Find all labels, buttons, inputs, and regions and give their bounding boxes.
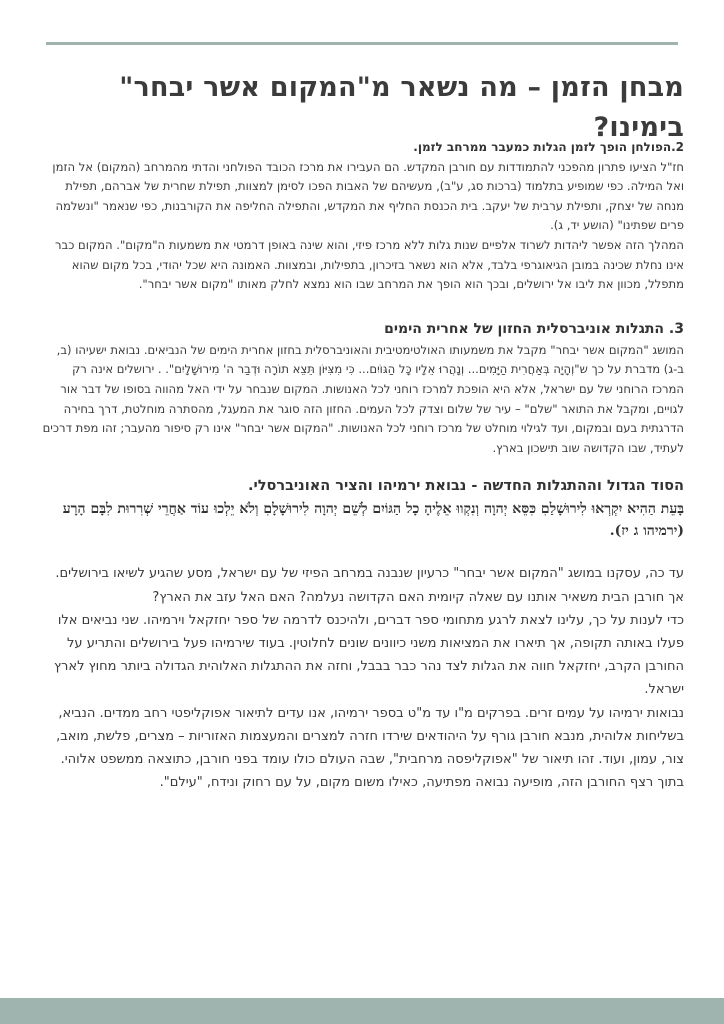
section-2-paragraph: חז"ל הציעו פתרון מהפכני להתמודדות עם חורבן המקדש. הם העבירו את מרכז הכובד הפולחני והדתי מהמרחב (המקום) אל הזמן ואל המילה. כפי שמופיע בתלמוד (ברכות סג, ע"ב), מעשיהם של האבות הפכו לסימן למצוות, תפילת שחרית של אברהם, תפילת מנחה של יצחק, ותפילת ערבית של יעקב. בית הכנסת החליף את המקדש, והתפילה החליפה את הקורבנות, כפי שנאמר "ונשלמה פרים שפתינו" (הושע יד, ג). <box>52 159 684 233</box>
section-4-heading: הסוד הגדול וההתגלות החדשה - נבואת ירמיהו והציר האוניברסלי. <box>247 478 684 495</box>
body-paragraph: עד כה, עסקנו במושג "המקום אשר יבחר" כרעיון שנבנה במרחב הפיזי של עם ישראל, מסע שהגיע לשיאו בירושלים. אך חורבן הבית משאיר אותנו עם שאלה קיומית האם הקדושה נעלמה? האם האל עזב את הארץ? <box>55 566 684 605</box>
section-4 <box>40 474 684 542</box>
section-2-paragraph: המהלך הזה אפשר ליהדות לשרוד אלפיים שנות גלות ללא מרכז פיזי, והוא שינה באופן דרמטי את משמעות ה"מקום". המקום כבר אינו נחלת שכינה במובן הגיאוגרפי בלבד, אלא הוא נשאר בזיכרון, בתפילות, ובמצוות. האמונה היא שכל יהודי, בכל מקום שהוא מתפלל, מכוון את ליבו אל ירושלים, ובכך הוא הופך את המרחב שבו הוא נמצא לחלק מאותו "מקום אשר יבחר". <box>54 237 684 292</box>
main-body <box>40 562 684 794</box>
body-paragraph: כדי לענות על כך, עלינו לצאת לרגע מתחומי ספר דברים, ולהיכנס לדרמה של ספר יחזקאל וירמיהו. שני נביאים אלו פעלו באותה תקופה, אך תיארו את המציאות משני כיוונים שונים לחלוטין. בעוד שירמיהו פעל בירושלים והתריע על החורבן הקרב, יחזקאל חווה את הגלות לצד נהר כבר בבבל, וחזה את ההתגלות האלוהית הגדולה ביותר מחוץ לארץ ישראל. <box>54 612 684 698</box>
top-divider <box>46 42 678 45</box>
jeremiah-verse: בָּעֵת הַהִיא יִקְרְאוּ לִירוּשָׁלַםִ כִּסֵּא יְהוָה וְנִקְווּ אֵלֶיהָ כָל הַגּוֹיִם לְשֵׁם יְהוָה לִירוּשָׁלָםִ וְלֹא יֵלְכוּ עוֹד אַחֲרֵי שְׁרִרוּת לִבָּם הָרָע (ירמיהו ג יז). <box>62 501 684 540</box>
section-3 <box>40 317 684 459</box>
page-title: מבחן הזמן – מה נשאר מ"המקום אשר יבחר" בימינו? <box>119 72 684 143</box>
section-2-heading: 2.הפולחן הופך לזמן הגלות כמעבר ממרחב לזמן. <box>413 140 684 154</box>
section-3-heading: 3. התגלות אוניברסלית החזון של אחרית הימים <box>384 320 684 337</box>
body-paragraph: נבואות ירמיהו על עמים זרים. בפרקים מ"ו עד מ"ט בספר ירמיהו, אנו עדים לתיאור אפוקליפטי רחב ממדים. הנביא, בשליחות אלוהית, מנבא חורבן גורף על היהודאים שירדו חזרה למצרים והמעצמות האזוריות – מצרים, פלשת, מואב, צור, עמון, ועוד. זהו תיאור של "אפוקליפסה מרחבית", שבה העולם כולו עומד בפני חורבן, כתוצאה ממשפט אלוהי. <box>56 705 684 767</box>
article-body <box>40 138 684 794</box>
body-paragraph: בתוך רצף החורבן הזה, מופיעה נבואה מפתיעה, כאילו משום מקום, על עם רחוק ונידח, "עילם". <box>159 775 684 791</box>
bottom-band <box>0 998 724 1024</box>
section-2 <box>40 138 684 295</box>
section-3-paragraph: המושג "המקום אשר יבחר" מקבל את משמעותו האולטימטיבית והאוניברסלית בחזון אחרית הימים של הנביאים. נבואת ישעיהו (ב, ב-ג) מדברת על כך ש"וְהָיָה בְּאַחֲרִית הַיָּמִים... וְנָהֲרוּ אֵלָיו כָּל הַגּוֹיִם... כִּי מִצִּיּוֹן תֵּצֵא תוֹרָה וּדְבַר ה' מִירוּשָׁלָיִם". . ירושלים אינה רק המרכז הרוחני של עם ישראל, אלא היא הופכת למרכז רוחני לכל האנושות. המקום שנבחר על ידי האל מהווה בסופו של דבר אור לגויים, ומקבל את התואר "שלם" – עיר של שלום וצדק לכל העמים. החזון הזה סוגר את המעגל, מהסתרה מוחלטת, דרך בחירה הדרגתית בעם ובמקום, ועד לגילוי מוחלט של מרכז רוחני לכל האנושות. "המקום אשר יבחר" אינו רק סיפור מהעבר; זהו מפת דרכים לעתיד, שבו הקדושה שוב תישכון בארץ. <box>42 342 684 455</box>
